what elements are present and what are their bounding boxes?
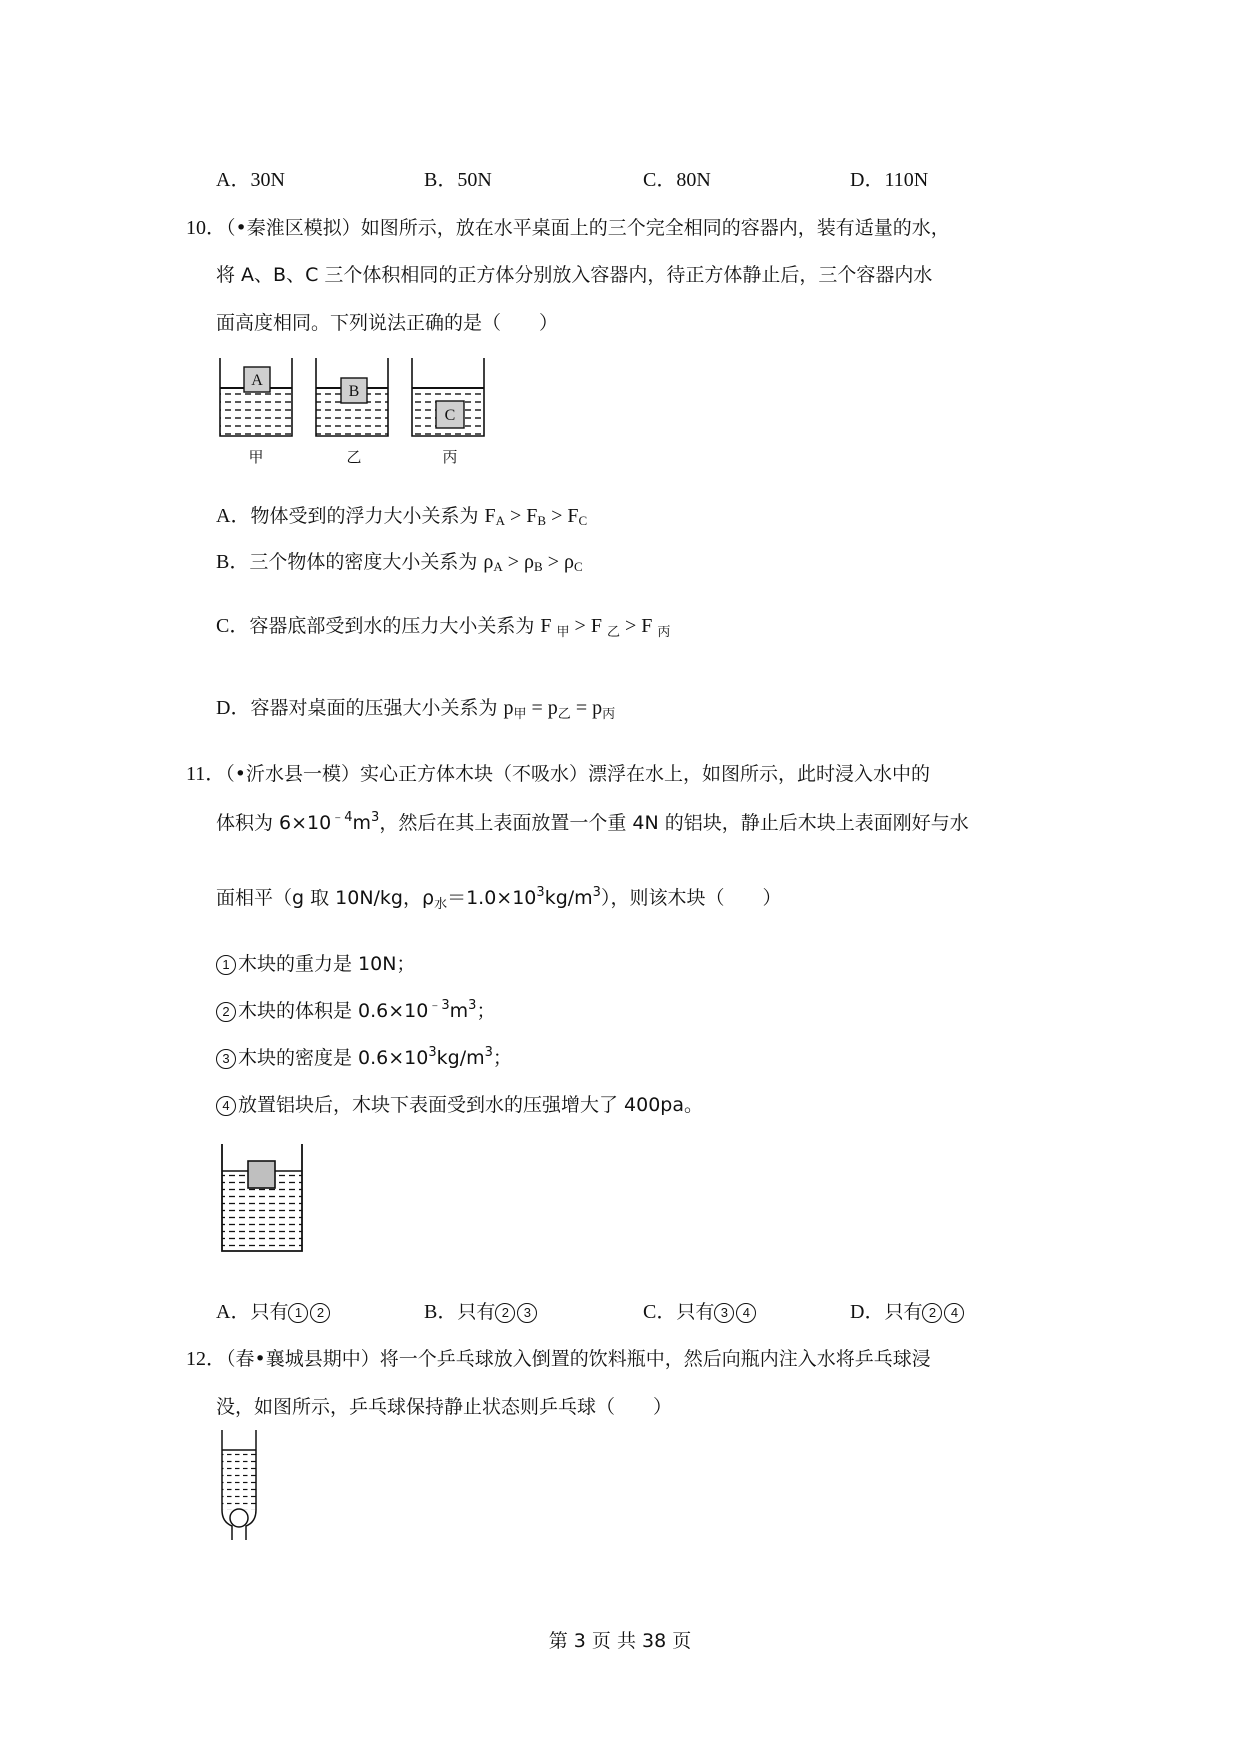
question-source: （春•襄城县期中） (226, 1348, 380, 1370)
stem-text: ＝1.0×10 (447, 887, 537, 909)
option-text: 30N (250, 169, 285, 191)
option-letter: C． (643, 169, 677, 191)
q11-option-b (424, 1300, 539, 1324)
statement-text: ； (476, 1000, 496, 1022)
stem-text: 将一个乒乓球放入倒置的饮料瓶中，然后向瓶内注入水将乒乓球浸 (379, 1348, 931, 1370)
circled-number: 3 (517, 1303, 537, 1323)
q10-option-b (216, 550, 583, 574)
option-text: 50N (457, 169, 492, 191)
ping-pong-ball (230, 1509, 248, 1527)
q9-option-c (643, 168, 711, 192)
stem-text: kg/m (544, 887, 593, 909)
superscript: ﹣3 (428, 998, 450, 1013)
q12-bottle-figure (218, 1430, 262, 1540)
caption-jia: 甲 (248, 448, 264, 466)
option-letter: A． (216, 505, 251, 527)
operator: > (542, 551, 564, 573)
statement-text: 放置铝块后，木块下表面受到水的压强增大了 400pa。 (238, 1094, 704, 1116)
option-text: 110N (884, 169, 929, 191)
option-letter: D． (850, 169, 885, 191)
circled-number: 1 (216, 955, 236, 975)
question-source: （•秦淮区模拟） (226, 217, 361, 239)
option-letter: D． (850, 1301, 885, 1323)
caption-bing: 丙 (442, 448, 458, 466)
q10-stem-line1 (186, 216, 950, 240)
container-yi (316, 358, 388, 466)
q9-option-a (216, 168, 285, 192)
symbol: ρ (563, 551, 574, 573)
option-text: 只有 (457, 1301, 496, 1323)
stem-text: 如图所示，放在水平桌面上的三个完全相同的容器内，装有适量的水， (360, 217, 950, 239)
question-number: 11． (186, 763, 226, 785)
option-letter: C． (643, 1301, 677, 1323)
q11-option-a (216, 1300, 332, 1324)
option-letter: D． (216, 697, 251, 719)
option-text: 物体受到的浮力大小关系为 (250, 505, 485, 527)
operator: > (546, 505, 568, 527)
question-source: （•沂水县一模） (225, 763, 360, 785)
circled-number: 2 (310, 1303, 330, 1323)
q9-option-d (850, 168, 928, 192)
option-text: 三个物体的密度大小关系为 (249, 551, 484, 573)
circled-number: 2 (495, 1303, 515, 1323)
option-letter: A． (216, 169, 251, 191)
subscript: C (578, 513, 588, 528)
container-bing (412, 358, 484, 466)
statement-text: kg/m (436, 1047, 485, 1069)
circled-number: 2 (922, 1303, 942, 1323)
statement-text: 木块的体积是 0.6×10 (238, 1000, 429, 1022)
operator: > (505, 505, 527, 527)
operator: > (619, 615, 642, 637)
q11-statement-2 (216, 999, 495, 1023)
symbol: F (484, 505, 496, 527)
q11-stem-line1 (186, 762, 930, 786)
q11-stem-line2 (216, 811, 969, 835)
q10-option-a (216, 504, 587, 528)
circled-number: 4 (736, 1303, 756, 1323)
question-number: 12． (186, 1348, 226, 1370)
wood-block (248, 1161, 275, 1188)
subscript: 甲 (556, 625, 570, 640)
superscript: 3 (592, 885, 601, 900)
subscript: 丙 (657, 625, 671, 640)
superscript: 3 (428, 1045, 437, 1060)
subscript: 丙 (602, 707, 616, 722)
subscript: 乙 (606, 625, 620, 640)
subscript: A (493, 559, 503, 574)
superscript: 3 (484, 1045, 493, 1060)
circled-number: 2 (216, 1002, 236, 1022)
operator: = (526, 697, 548, 719)
symbol: F (590, 615, 602, 637)
q9-option-b (424, 168, 492, 192)
statement-text: m (449, 1000, 469, 1022)
question-number: 10． (186, 217, 226, 239)
container-jia (220, 358, 292, 466)
stem-text: 面相平（g 取 10N/kg，ρ (216, 887, 435, 909)
stem-text: 将 A、B、C 三个体积相同的正方体分别放入容器内，待正方体静止后，三个容器内水 (216, 264, 933, 286)
superscript: 3 (536, 885, 545, 900)
stem-text: 实心正方体木块（不吸水）漂浮在水上，如图所示，此时浸入水中的 (359, 763, 930, 785)
statement-text: ； (492, 1047, 512, 1069)
q11-option-d (850, 1300, 966, 1324)
statement-text: 木块的密度是 0.6×10 (238, 1047, 429, 1069)
option-letter: B． (424, 169, 458, 191)
option-text: 只有 (884, 1301, 923, 1323)
q10-option-d (216, 696, 615, 727)
subscript: B (537, 513, 547, 528)
circled-number: 1 (288, 1303, 308, 1323)
option-text: 80N (676, 169, 711, 191)
page-footer (0, 1626, 1240, 1653)
block-a-label: A (251, 372, 263, 389)
option-text: 容器底部受到水的压力大小关系为 (249, 615, 541, 637)
q10-stem-line2 (216, 263, 932, 287)
circled-number: 3 (714, 1303, 734, 1323)
option-letter: A． (216, 1301, 251, 1323)
operator: = (570, 697, 593, 719)
symbol: F (526, 505, 538, 527)
option-text: 只有 (250, 1301, 289, 1323)
circled-number: 3 (216, 1049, 236, 1069)
q11-floating-block-figure (218, 1144, 308, 1256)
superscript: 3 (468, 998, 477, 1013)
operator: > (569, 615, 591, 637)
subscript: 甲 (513, 707, 527, 722)
symbol: F (540, 615, 552, 637)
symbol: F (641, 615, 653, 637)
caption-yi: 乙 (346, 448, 362, 466)
superscript: 3 (371, 810, 380, 825)
q11-stem-line3 (216, 886, 781, 917)
option-letter: B． (424, 1301, 458, 1323)
q10-stem-line3 (216, 311, 558, 335)
q11-statement-3 (216, 1046, 512, 1070)
q10-option-c (216, 614, 670, 645)
symbol: p (547, 697, 558, 719)
q11-statement-1 (216, 952, 415, 976)
stem-text: 体积为 6×10 (216, 812, 332, 834)
option-text: 容器对桌面的压强大小关系为 (250, 697, 504, 719)
subscript: C (573, 559, 583, 574)
block-b-label: B (348, 383, 360, 400)
stem-text: m (352, 812, 372, 834)
stem-text: ），则该木块（ ） (600, 887, 782, 909)
subscript: 乙 (557, 707, 571, 722)
subscript: A (495, 513, 506, 528)
q12-stem-line2 (216, 1395, 672, 1419)
q11-option-c (643, 1300, 758, 1324)
symbol: F (567, 505, 579, 527)
symbol: ρ (524, 551, 535, 573)
symbol: p (503, 697, 514, 719)
option-letter: B． (216, 551, 250, 573)
q11-statement-4 (216, 1093, 703, 1117)
stem-text: ，然后在其上表面放置一个重 4N 的铝块，静止后木块上表面刚好与水 (379, 812, 969, 834)
superscript: ﹣4 (331, 810, 353, 825)
q12-stem-line1 (186, 1347, 931, 1371)
q10-containers-figure (214, 358, 494, 473)
symbol: p (592, 697, 603, 719)
circled-number: 4 (216, 1096, 236, 1116)
symbol: ρ (483, 551, 494, 573)
subscript: B (534, 559, 543, 574)
operator: > (502, 551, 525, 573)
stem-text: 没，如图所示，乒乓球保持静止状态则乒乓球（ ） (216, 1396, 673, 1418)
stem-text: 面高度相同。下列说法正确的是（ ） (216, 312, 559, 334)
subscript: 水 (434, 897, 448, 912)
option-letter: C． (216, 615, 250, 637)
option-text: 只有 (676, 1301, 715, 1323)
circled-number: 4 (944, 1303, 964, 1323)
page-number: 第 3 页 共 38 页 (548, 1630, 692, 1652)
block-c-label: C (444, 407, 456, 424)
statement-text: 木块的重力是 10N； (238, 953, 416, 975)
